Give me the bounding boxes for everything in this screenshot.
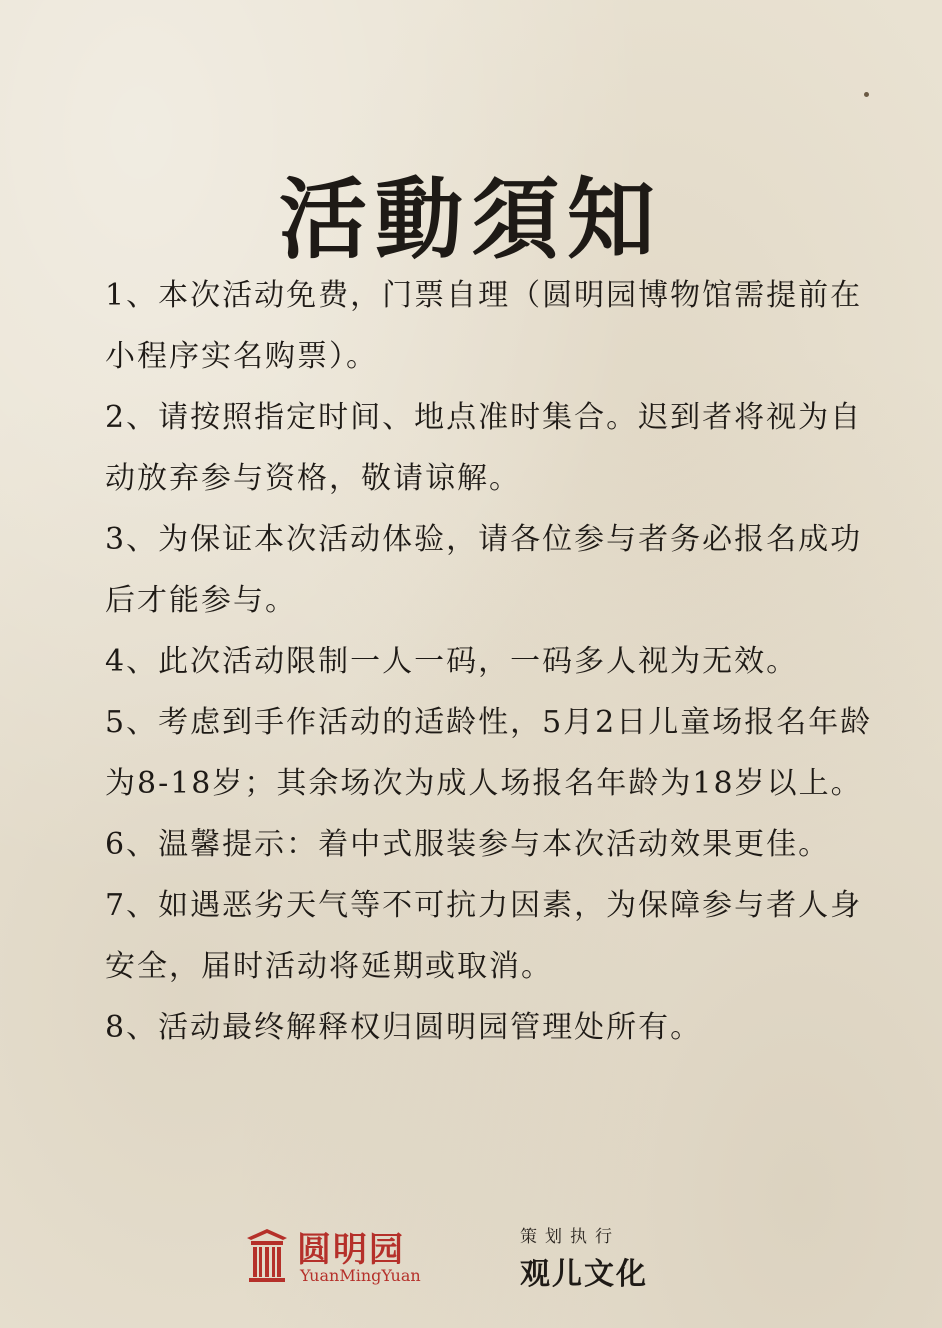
pavilion-icon (245, 1226, 289, 1284)
notice-line: 5、考虑到手作活动的适龄性，5月2日儿童场报名年龄 (105, 705, 873, 740)
notice-item-4 (105, 631, 875, 692)
notice-line: 小程序实名购票）。 (105, 339, 378, 374)
notice-item-3 (105, 509, 875, 631)
organizer-block (520, 1222, 690, 1293)
notice-item-1 (105, 265, 875, 387)
logo-english-name: YuanMingYuan (300, 1266, 421, 1285)
notice-line: 2、请按照指定时间、地点准时集合。迟到者将视为自 (105, 400, 863, 435)
page-title: 活動須知 (278, 166, 663, 271)
notice-item-6 (105, 814, 875, 875)
organizer-label: 策划执行 (520, 1227, 620, 1247)
notice-line: 7、如遇恶劣天气等不可抗力因素，为保障参与者人身 (105, 888, 863, 923)
notice-line: 安全，届时活动将延期或取消。 (105, 949, 553, 984)
paper-speck (864, 92, 869, 97)
logo-chinese-name: 圆明园 (297, 1230, 405, 1270)
notice-item-5 (105, 692, 875, 814)
notice-line: 8、活动最终解释权归圆明园管理处所有。 (105, 1010, 703, 1045)
yuanmingyuan-logo (245, 1226, 435, 1288)
notice-line: 动放弃参与资格，敬请谅解。 (105, 461, 521, 496)
notice-line: 4、此次活动限制一人一码，一码多人视为无效。 (105, 644, 799, 679)
notice-item-7 (105, 875, 875, 997)
organizer-name: 观儿文化 (520, 1257, 648, 1292)
notice-line: 为8-18岁；其余场次为成人场报名年龄为18岁以上。 (105, 766, 863, 801)
notice-line: 1、本次活动免费，门票自理（圆明园博物馆需提前在 (105, 278, 863, 313)
notice-list (105, 265, 875, 1058)
notice-item-8 (105, 997, 875, 1058)
notice-line: 6、温馨提示：着中式服装参与本次活动效果更佳。 (105, 827, 831, 862)
notice-line: 3、为保证本次活动体验，请各位参与者务必报名成功 (105, 522, 863, 557)
notice-line: 后才能参与。 (105, 583, 297, 618)
footer (245, 1222, 685, 1292)
notice-item-2 (105, 387, 875, 509)
